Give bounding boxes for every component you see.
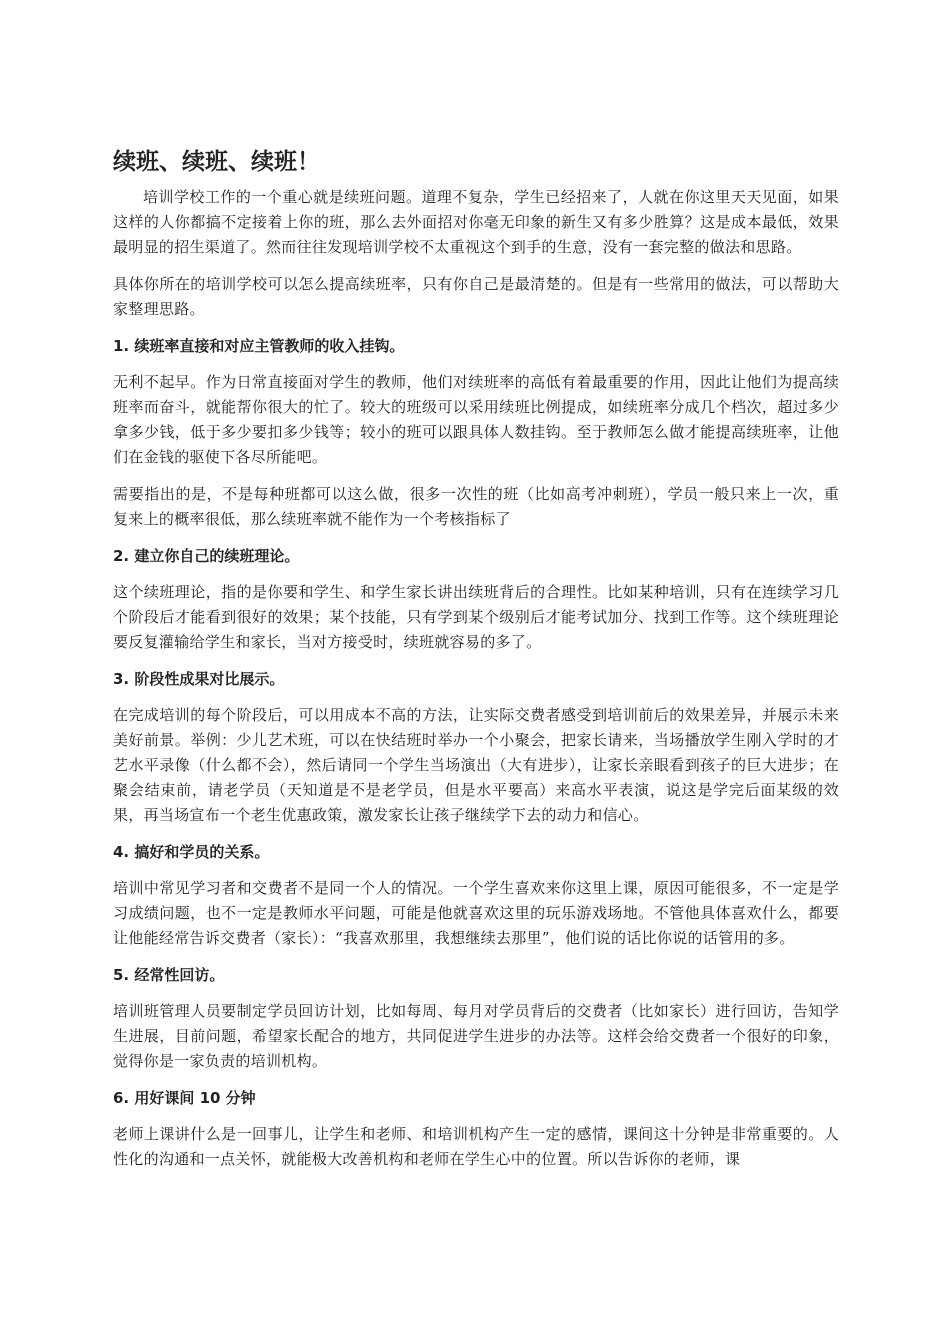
section-paragraph: 培训班管理人员要制定学员回访计划，比如每周、每月对学员背后的交费者（比如家长）进行回访，告知学生进展，目前问题，希望家长配合的地方，共同促进学生进步的办法等。这样会给交费者一个很好的印象，觉得你是一家负责的培训机构。: [113, 1002, 839, 1070]
section-paragraph: 在完成培训的每个阶段后，可以用成本不高的方法，让实际交费者感受到培训前后的效果差异，并展示未来美好前景。举例：少儿艺术班，可以在快结班时举办一个小聚会，把家长请来，当场播放学生刚入学时的才艺水平录像（什么都不会），然后请同一个学生当场演出（大有进步），让家长亲眼看到孩子的巨大进步；在聚会结束前，请老学员（天知道是不是老学员，但是水平要高）来高水平表演，说这是学完后面某级的效果，再当场宣布一个老生优惠政策，激发家长让孩子继续学下去的动力和信心。: [113, 706, 839, 824]
intro-paragraph: 具体你所在的培训学校可以怎么提高续班率，只有你自己是最清楚的。但是有一些常用的做法，可以帮助大家整理思路。: [113, 275, 839, 318]
section-heading: 1. 续班率直接和对应主管教师的收入挂钩。: [113, 337, 405, 355]
section-paragraph: 无利不起早。作为日常直接面对学生的教师，他们对续班率的高低有着最重要的作用，因此让他们为提高续班率而奋斗，就能帮你很大的忙了。较大的班级可以采用续班比例提成，如续班率分成几个档次，超过多少拿多少钱，低于多少要扣多少钱等；较小的班可以跟具体人数挂钩。至于教师怎么做才能提高续班率，让他们在金钱的驱使下各尽所能吧。: [113, 373, 839, 466]
section-heading: 4. 搞好和学员的关系。: [113, 843, 270, 861]
section-paragraph: 需要指出的是，不是每种班都可以这么做，很多一次性的班（比如高考冲刺班），学员一般只来上一次，重复来上的概率很低，那么续班率就不能作为一个考核指标了: [113, 485, 839, 528]
section-paragraph: 培训中常见学习者和交费者不是同一个人的情况。一个学生喜欢来你这里上课，原因可能很多，不一定是学习成绩问题，也不一定是教师水平问题，可能是他就喜欢这里的玩乐游戏场地。不管他具体喜欢什么，都要让他能经常告诉交费者（家长）：“我喜欢那里，我想继续去那里”，他们说的话比你说的话管用的多。: [113, 879, 839, 947]
section-heading: 3. 阶段性成果对比展示。: [113, 670, 285, 688]
section-heading: 2. 建立你自己的续班理论。: [113, 547, 300, 565]
section-paragraph: 这个续班理论，指的是你要和学生、和学生家长讲出续班背后的合理性。比如某种培训，只有在连续学习几个阶段后才能看到很好的效果；某个技能，只有学到某个级别后才能考试加分、找到工作等。这个续班理论要反复灌输给学生和家长，当对方接受时，续班就容易的多了。: [113, 583, 839, 651]
section-heading: 6. 用好课间 10 分钟: [113, 1089, 256, 1107]
document-page: [113, 145, 839, 1184]
section-paragraph: 老师上课讲什么是一回事儿，让学生和老师、和培训机构产生一定的感情，课间这十分钟是非常重要的。人性化的沟通和一点关怀，就能极大改善机构和老师在学生心中的位置。所以告诉你的老师，课: [113, 1125, 839, 1168]
intro-paragraph: 培训学校工作的一个重心就是续班问题。道理不复杂，学生已经招来了，人就在你这里天天见面，如果这样的人你都搞不定接着上你的班，那么去外面招对你毫无印象的新生又有多少胜算？这是成本最低，效果最明显的招生渠道了。然而往往发现培训学校不太重视这个到手的生意，没有一套完整的做法和思路。: [113, 188, 839, 256]
section-heading: 5. 经常性回访。: [113, 966, 225, 984]
page-title: 续班、续班、续班！: [113, 149, 320, 175]
